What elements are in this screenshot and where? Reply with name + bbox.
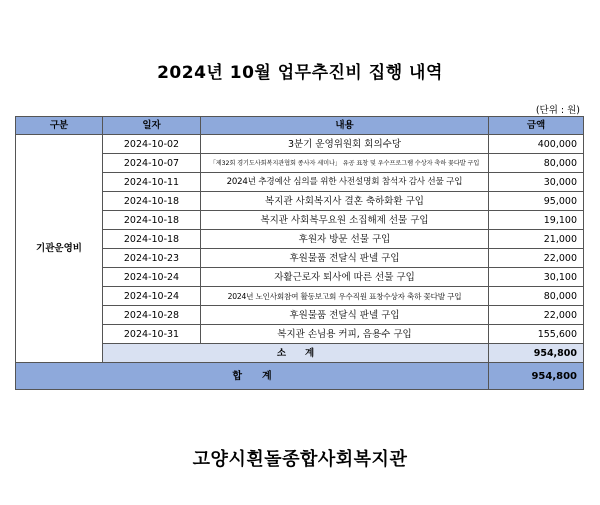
date-cell: 2024-10-18: [103, 211, 201, 230]
table-row: [16, 135, 584, 154]
amount-cell: 30,100: [489, 268, 584, 287]
date-cell: 2024-10-11: [103, 173, 201, 192]
expense-table: [15, 116, 584, 390]
content-cell: 후원자 방문 선물 구입: [201, 230, 489, 249]
date-cell: 2024-10-24: [103, 268, 201, 287]
subtotal-amount: 954,800: [489, 344, 584, 363]
total-row: [16, 363, 584, 390]
organization-name: 고양시흰돌종합사회복지관: [192, 449, 408, 470]
amount-cell: 155,600: [489, 325, 584, 344]
content-cell: 3분기 운영위원회 회의수당: [201, 135, 489, 154]
amount-cell: 19,100: [489, 211, 584, 230]
content-cell: 복지관 사회복지사 결혼 축하화환 구입: [201, 192, 489, 211]
content-cell: 후원물품 전달식 판넬 구입: [201, 249, 489, 268]
date-cell: 2024-10-02: [103, 135, 201, 154]
amount-cell: 30,000: [489, 173, 584, 192]
date-cell: 2024-10-07: [103, 154, 201, 173]
header-date: 일자: [103, 117, 201, 135]
total-label: 합 계: [16, 363, 489, 390]
unit-note: (단위 : 원): [535, 105, 580, 116]
amount-cell: 22,000: [489, 306, 584, 325]
date-cell: 2024-10-28: [103, 306, 201, 325]
content-cell: 2024년 추경예산 심의를 위한 사전설명회 참석자 감사 선물 구입: [201, 173, 489, 192]
date-cell: 2024-10-23: [103, 249, 201, 268]
amount-cell: 95,000: [489, 192, 584, 211]
header-row: [16, 117, 584, 135]
date-cell: 2024-10-31: [103, 325, 201, 344]
header-category: 구분: [16, 117, 103, 135]
amount-cell: 400,000: [489, 135, 584, 154]
content-cell: 「제32회 경기도사회복지관협회 종사자 세미나」 유공 표창 및 우수프로그램 수상자 축하 꽃다발 구입: [201, 154, 489, 173]
date-cell: 2024-10-18: [103, 230, 201, 249]
content-cell: 2024년 노인사회참여 활동보고회 우수직원 표창수상자 축하 꽃다발 구입: [201, 287, 489, 306]
content-cell: 자활근로자 퇴사에 따른 선물 구입: [201, 268, 489, 287]
amount-cell: 21,000: [489, 230, 584, 249]
category-cell: 기관운영비: [16, 135, 103, 363]
content-cell: 후원물품 전달식 판넬 구입: [201, 306, 489, 325]
amount-cell: 80,000: [489, 287, 584, 306]
subtotal-label: 소 계: [103, 344, 489, 363]
header-content: 내용: [201, 117, 489, 135]
date-cell: 2024-10-18: [103, 192, 201, 211]
amount-cell: 22,000: [489, 249, 584, 268]
date-cell: 2024-10-24: [103, 287, 201, 306]
amount-cell: 80,000: [489, 154, 584, 173]
header-amount: 금액: [489, 117, 584, 135]
page-title: 2024년 10월 업무추진비 집행 내역: [157, 63, 443, 83]
total-amount: 954,800: [489, 363, 584, 390]
content-cell: 복지관 사회복무요원 소집해제 선물 구입: [201, 211, 489, 230]
content-cell: 복지관 손님용 커피, 음용수 구입: [201, 325, 489, 344]
